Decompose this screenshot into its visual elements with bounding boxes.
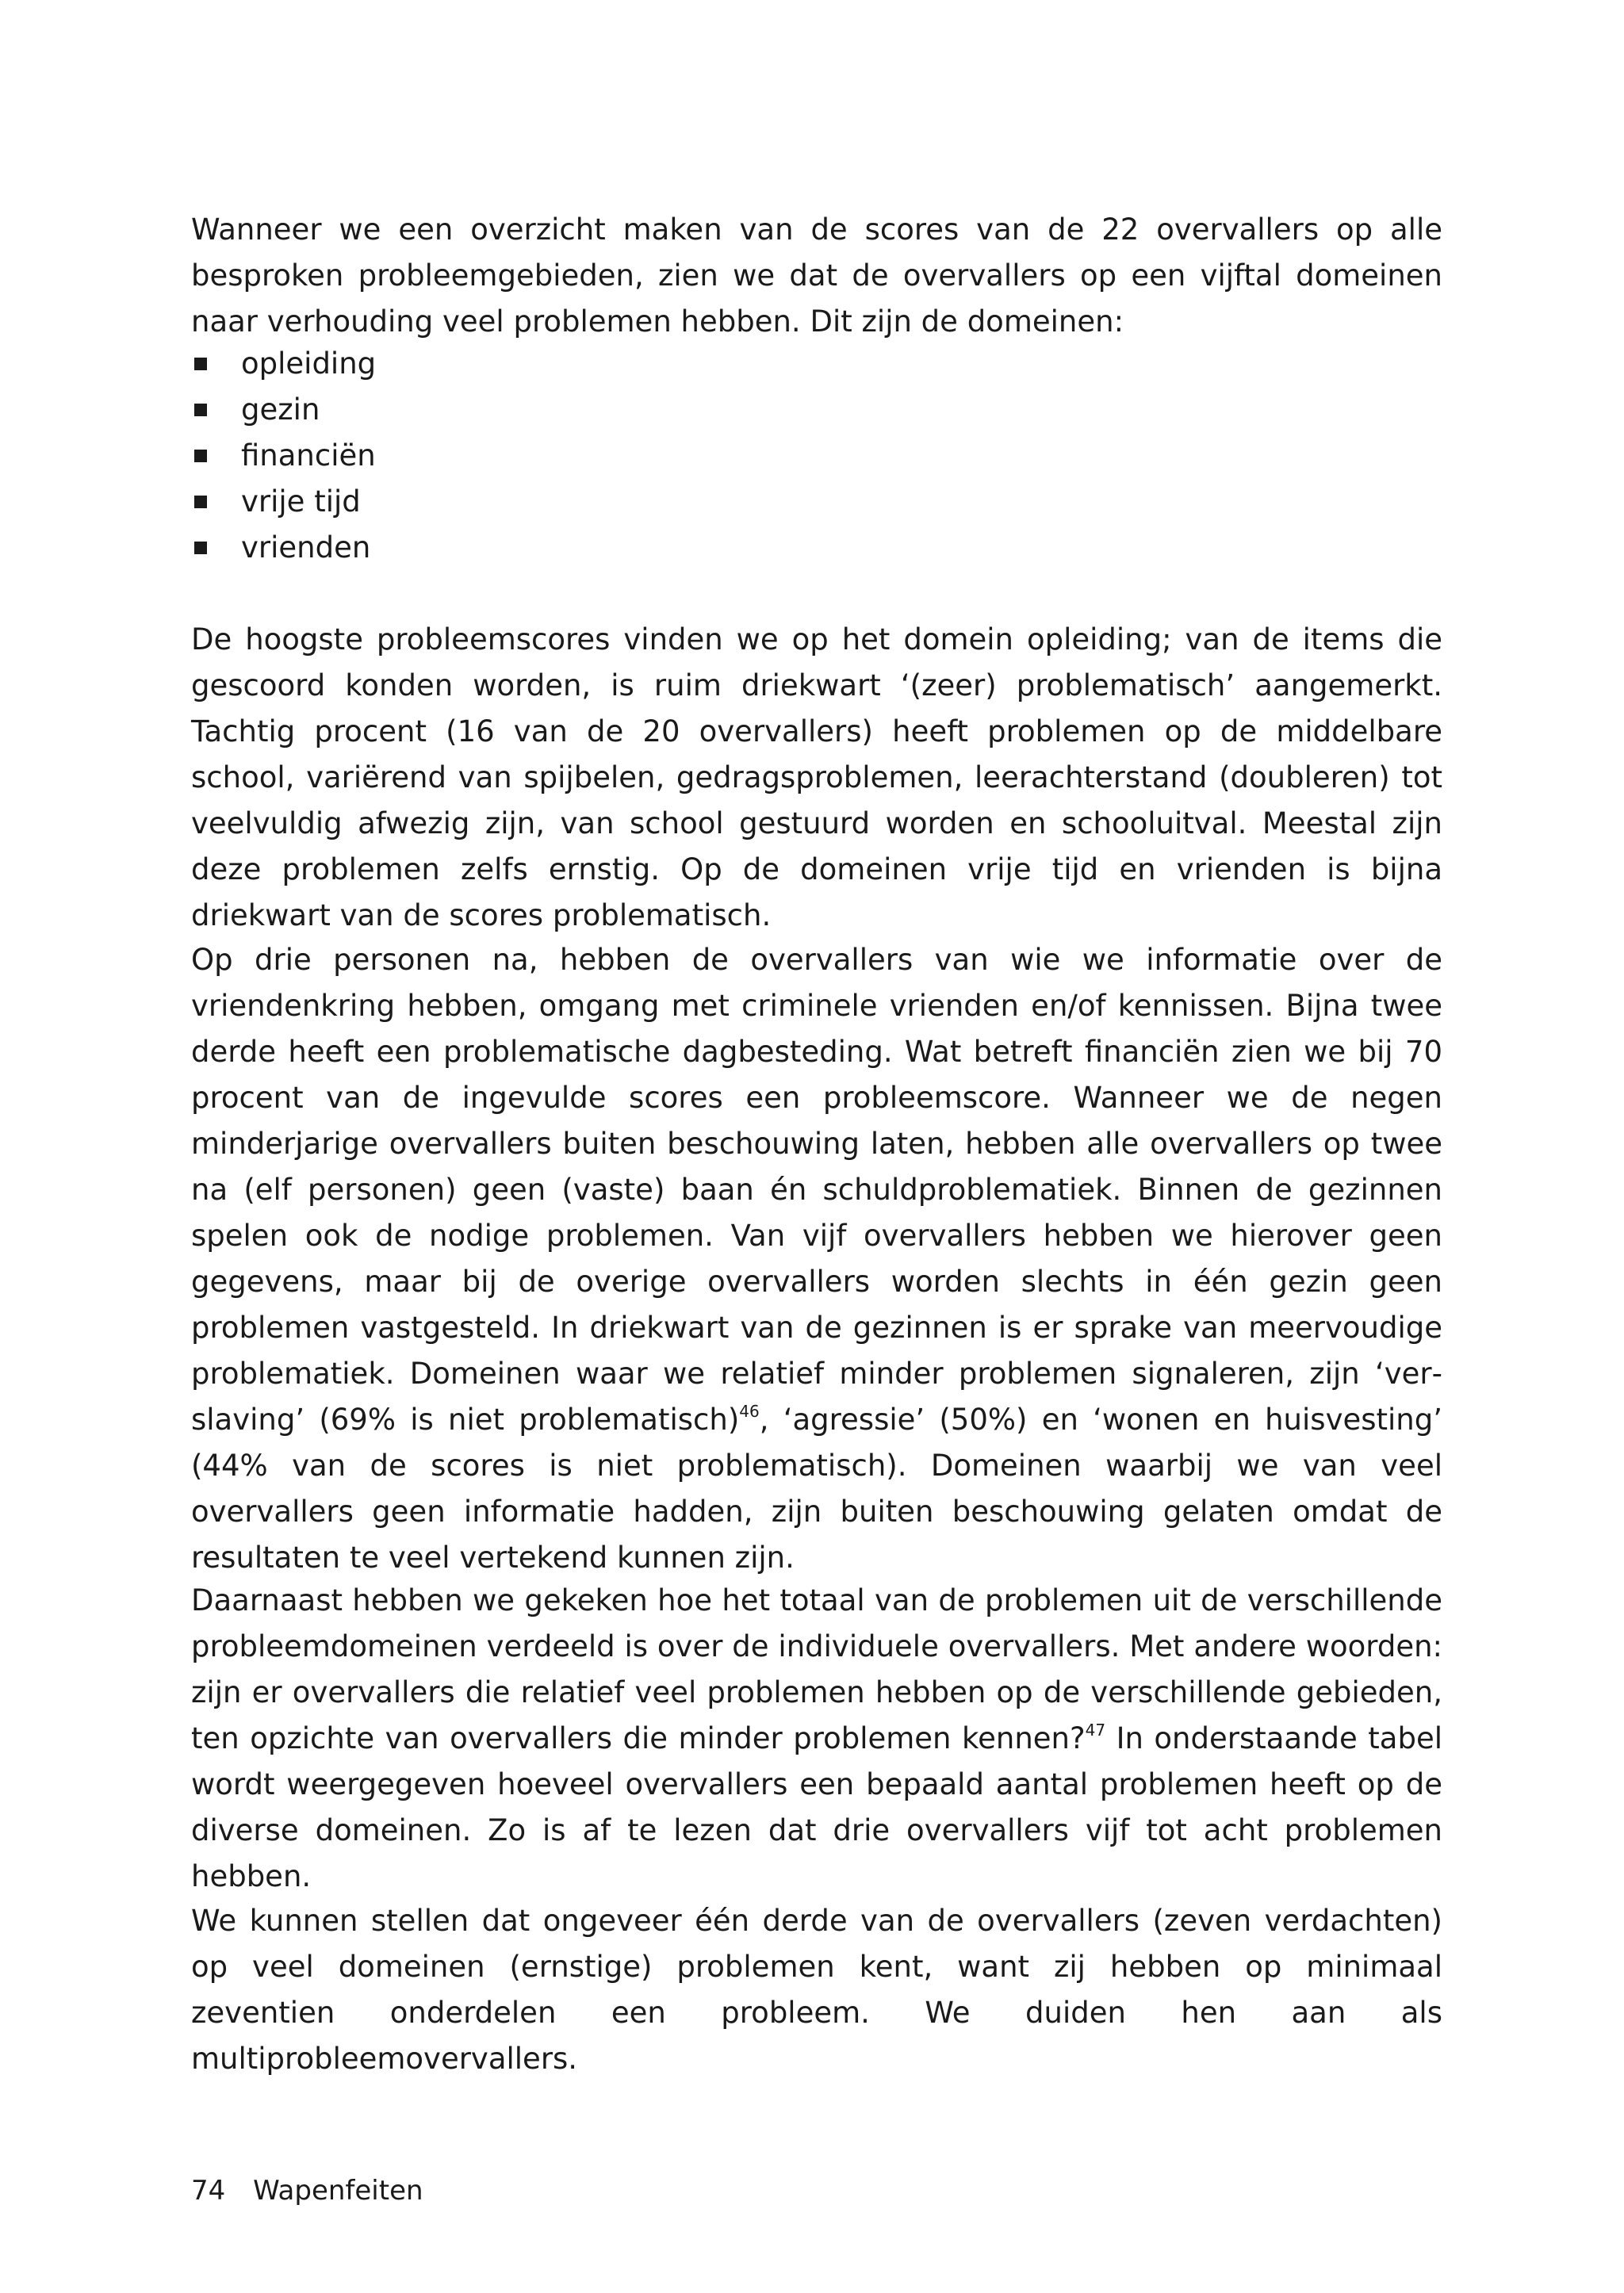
page-footer bbox=[191, 2173, 423, 2208]
bullet-label: gezin bbox=[241, 392, 320, 427]
bullet-item bbox=[191, 341, 1442, 387]
page-number: 74 bbox=[191, 2175, 226, 2207]
running-title: Wapenfeiten bbox=[253, 2175, 423, 2207]
footnote-ref-47: 47 bbox=[1085, 1721, 1106, 1740]
square-bullet-icon bbox=[194, 496, 207, 508]
square-bullet-icon bbox=[194, 358, 207, 370]
paragraph-friends-finances-family bbox=[191, 937, 1442, 1581]
square-bullet-icon bbox=[194, 542, 207, 554]
domain-bullet-list bbox=[191, 341, 1442, 571]
bullet-item bbox=[191, 387, 1442, 433]
paragraph-text: Op drie personen na, hebben de overvallers van wie we informatie over de vriendenkring hebben, omgang met criminele vrienden en/of kennissen. Bijna twee derde heeft een problematische dagbesteding. Wat betreft financiën zien we bij 70 procent van de ingevulde scores een probleemscore. Wanneer we de negen minderjarige overvallers buiten beschouwing laten, hebben alle overvallers op twee na (elf personen) geen (vaste) baan én schuldproblematiek. Binnen de gezinnen spelen ook de nodige problemen. Van vijf overvallers hebben we hierover geen gegevens, maar bij de overige overvallers worden slechts in één gezin geen problemen vastgesteld. In driekwart van de gezinnen is er sprake van meervoudige problematiek. Domeinen waar we relatief minder problemen signaleren, zijn ‘verslaving’ (69% is niet problematisch) bbox=[191, 943, 1442, 1437]
square-bullet-icon bbox=[194, 450, 207, 462]
bullet-label: vrije tijd bbox=[241, 484, 361, 519]
bullet-label: opleiding bbox=[241, 346, 377, 381]
bullet-label: financiën bbox=[241, 438, 376, 473]
bullet-label: vrienden bbox=[241, 530, 371, 565]
paragraph-distribution bbox=[191, 1578, 1442, 1900]
bullet-item bbox=[191, 433, 1442, 479]
paragraph-intro: Wanneer we een overzicht maken van de scores van de 22 overvallers op alle besproken probleemgebieden, zien we dat de overvallers op een vijftal domeinen naar verhouding veel problemen hebben. Dit zijn de domeinen: bbox=[191, 212, 1442, 339]
square-bullet-icon bbox=[194, 404, 207, 416]
footnote-ref-46: 46 bbox=[739, 1402, 760, 1421]
paragraph-highest-scores: De hoogste probleemscores vinden we op het domein opleiding; van de items die gescoord konden worden, is ruim driekwart ‘(zeer) problematisch’ aangemerkt. Tachtig procent (16 van de 20 overvallers) heeft problemen op de middelbare school, variërend van spijbelen, gedragsproblemen, leerachterstand (doubleren) tot veelvuldig afwezig zijn, van school gestuurd worden en schooluitval. Meestal zijn deze problemen zelfs ernstig. Op de domeinen vrije tijd en vrienden is bijna driekwart van de scores problematisch. bbox=[191, 622, 1442, 932]
bullet-item bbox=[191, 525, 1442, 571]
paragraph-text: In onderstaande tabel wordt weergegeven hoeveel overvallers een bepaald aantal problemen heeft op de diverse domeinen. Zo is af te lezen dat drie overvallers vijf tot acht problemen hebben. bbox=[191, 1721, 1442, 1893]
paragraph-text: Daarnaast hebben we gekeken hoe het totaal van de problemen uit de verschillende probleemdomeinen verdeeld is over de individuele overvallers. Met andere woorden: zijn er overvallers die relatief veel problemen hebben op de verschillende gebieden, ten opzichte van overvallers die minder problemen kennen? bbox=[191, 1583, 1442, 1755]
paragraph-text: , ‘agressie’ (50%) en ‘wonen en huisvesting’ (44% van de scores is niet problematisch). Domeinen waarbij we van veel overvallers geen informatie hadden, zijn buiten beschouwing gelaten omdat de resultaten te veel vertekend kunnen zijn. bbox=[191, 1403, 1442, 1575]
paragraph-multiproblem: We kunnen stellen dat ongeveer één derde van de overvallers (zeven verdachten) op veel domeinen (ernstige) problemen kent, want zij hebben op minimaal zeventien onderdelen een probleem. We duiden hen aan als multiprobleemovervallers. bbox=[191, 1904, 1442, 2076]
bullet-item bbox=[191, 479, 1442, 525]
